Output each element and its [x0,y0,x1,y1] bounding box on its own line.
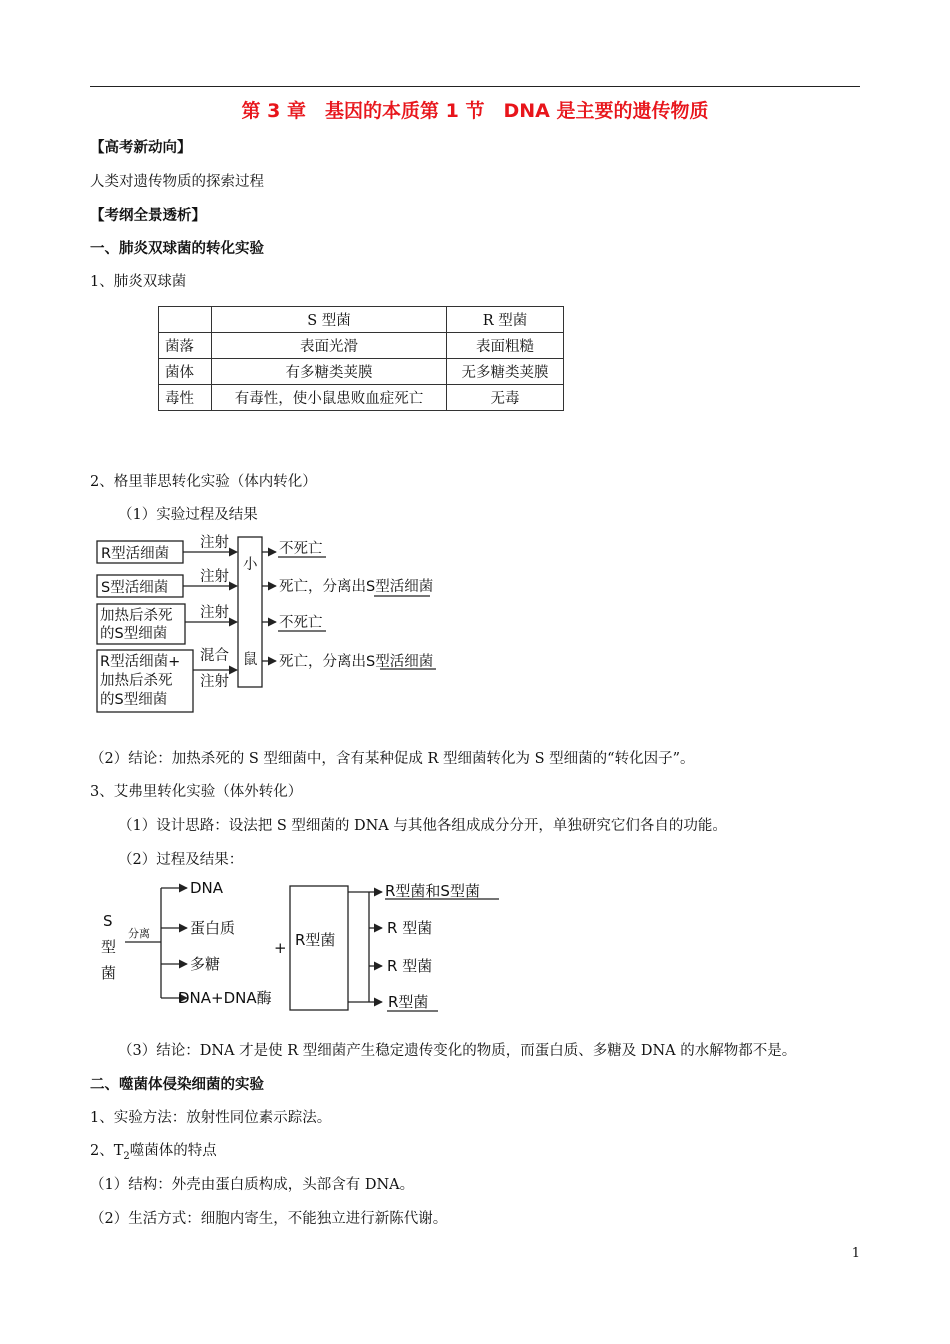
fig2-r-box-text: R型菌 [295,931,336,949]
item-2-2-1: （1）结构：外壳由蛋白质构成，头部含有 DNA。 [90,1177,415,1193]
table-cell: 毒性 [159,385,212,411]
item-2-2 [90,1139,217,1162]
table-row [159,385,564,411]
fig2-output-2: R 型菌 [387,919,433,937]
fig1-mouse-bottom: 鼠 [243,652,258,668]
table-cell: 无多糖类荚膜 [447,359,564,385]
page-title: 第 3 章 基因的本质第 1 节 DNA 是主要的遗传物质 [241,100,709,122]
fig2-output-4: R型菌 [388,993,429,1011]
table-row [159,359,564,385]
item-1-3: 3、艾弗里转化实验（体外转化） [90,784,303,800]
griffith-diagram [90,528,490,718]
heading-trend: 【高考新动向】 [90,140,192,156]
fig1-box4-line1: R型活细菌+ [100,654,181,670]
item-1-3-1: （1）设计思路：设法把 S 型细菌的 DNA 与其他各组成成分分开，单独研究它们各自的功能。 [118,818,727,834]
fig2-s-mid: 型 [101,938,117,956]
fig2-input-2: 蛋白质 [190,919,236,937]
table-cell: 菌体 [159,359,212,385]
table-row [159,333,564,359]
item-2-2-suffix: 噬菌体的特点 [129,1143,217,1159]
fig1-box3-line1: 加热后杀死 [100,608,173,624]
fig2-s-bot: 菌 [101,964,117,982]
fig1-inject-1: 注射 [200,535,229,551]
table-cell: 有多糖类荚膜 [212,359,447,385]
fig2-output-3: R 型菌 [387,957,433,975]
item-1-2: 2、格里菲思转化实验（体内转化） [90,474,317,490]
table-cell: 菌落 [159,333,212,359]
fig1-result-3: 不死亡 [279,615,323,631]
table-cell: 无毒 [447,385,564,411]
section-2-heading: 二、噬菌体侵染细菌的实验 [90,1077,264,1093]
fig1-result-2: 死亡，分离出S型活细菌 [279,579,434,595]
table-header-cell: R 型菌 [447,307,564,333]
fig2-split: 分离 [128,927,150,940]
fig1-box3-line2: 的S型细菌 [100,626,168,642]
item-1-2-2: （2）结论：加热杀死的 S 型细菌中，含有某种促成 R 型细菌转化为 S 型细菌的“转化因子”。 [90,751,695,767]
comparison-table [158,306,564,411]
fig2-input-4: DNA+DNA酶 [178,989,272,1007]
item-1-2-1: （1）实验过程及结果 [118,507,258,523]
header-rule [90,86,860,87]
section-1-heading: 一、肺炎双球菌的转化实验 [90,241,264,257]
heading-outline: 【考纲全景透析】 [90,208,206,224]
fig1-box4-line3: 的S型细菌 [100,692,168,708]
fig1-mix: 混合 [200,648,229,664]
fig1-box2-text: S型活细菌 [101,580,169,596]
trend-text: 人类对遗传物质的探索过程 [90,174,264,190]
item-1-3-2: （2）过程及结果： [118,852,244,868]
table-cell: 表面光滑 [212,333,447,359]
item-2-2-prefix: 2、T [90,1143,124,1159]
table-header-cell [159,307,212,333]
item-1-1: 1、肺炎双球菌 [90,274,187,290]
table-header-row [159,307,564,333]
item-2-2-subscript: 2 [123,1150,130,1162]
fig2-input-3: 多糖 [190,955,221,973]
fig1-inject-3: 注射 [200,605,229,621]
avery-diagram [95,872,515,1022]
fig1-inject-2: 注射 [200,569,229,585]
fig2-input-1: DNA [190,879,224,897]
item-2-1: 1、实验方法：放射性同位素示踪法。 [90,1110,332,1126]
fig1-result-4: 死亡，分离出S型活细菌 [279,654,434,670]
fig2-plus: + [274,939,287,957]
fig1-box4-line2: 加热后杀死 [100,673,173,689]
item-2-2-2: （2）生活方式：细胞内寄生，不能独立进行新陈代谢。 [90,1211,448,1227]
fig1-result-1: 不死亡 [279,541,323,557]
page-number: 1 [851,1246,860,1261]
table-header-cell: S 型菌 [212,307,447,333]
table-cell: 表面粗糙 [447,333,564,359]
table-cell: 有毒性，使小鼠患败血症死亡 [212,385,447,411]
fig2-s-top: S [103,912,113,930]
item-1-3-3: （3）结论：DNA 才是使 R 型细菌产生稳定遗传变化的物质，而蛋白质、多糖及 DNA 的水解物都不是。 [118,1043,797,1059]
fig1-box1-text: R型活细菌 [101,546,170,562]
fig1-inject-4: 注射 [200,674,229,690]
fig1-mouse-top: 小 [243,557,258,573]
fig2-output-1: R型菌和S型菌 [385,882,480,900]
